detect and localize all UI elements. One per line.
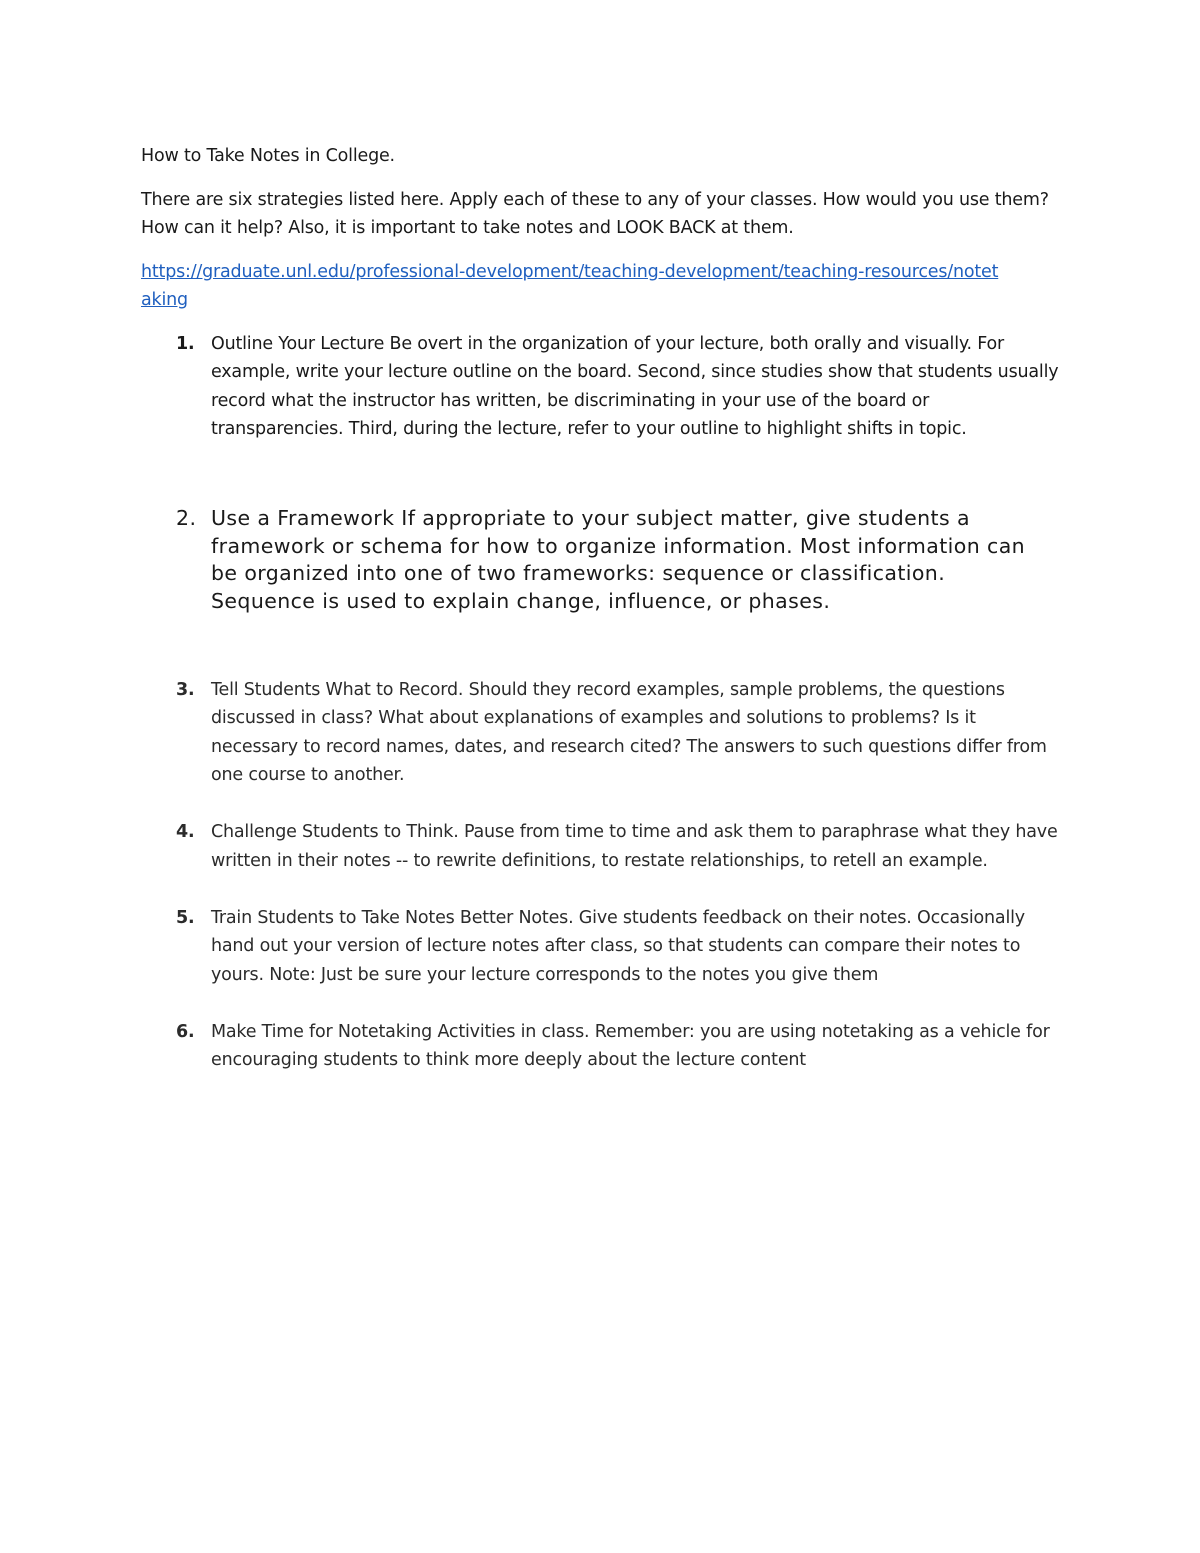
- document-title: How to Take Notes in College.: [141, 146, 395, 166]
- intro-paragraph: There are six strategies listed here. Apply each of these to any of your classes. How would you use them? How can it help? Also, it is important to take notes and LOOK BACK at them.: [141, 190, 1049, 238]
- list-item-text: Train Students to Take Notes Better Notes. Give students feedback on their notes. Occasionally hand out your version of lecture notes after class, so that students can compare their notes to yours. Note: Just be sure your lecture corresponds to the notes you give them: [211, 907, 1025, 985]
- list-item-number: 4.: [176, 822, 195, 843]
- list-item: [141, 818, 1071, 875]
- list-item: [141, 505, 1051, 615]
- document-page: [141, 142, 1071, 1074]
- strategy-list: [141, 330, 1071, 1074]
- resource-link[interactable]: https://graduate.unl.edu/professional-development/teaching-development/teaching-resources/notetaking: [141, 262, 999, 310]
- list-item: [141, 330, 1061, 443]
- list-item-number: 1.: [176, 334, 195, 354]
- list-item-text: Outline Your Lecture Be overt in the organization of your lecture, both orally and visually. For example, write your lecture outline on the board. Second, since studies show that students usually record what the instructor has written, be discriminating in your use of the board or transparencies. Third, during the lecture, refer to your outline to highlight shifts in topic.: [211, 334, 1059, 439]
- list-item-number: 2.: [176, 506, 197, 531]
- list-item-text: Make Time for Notetaking Activities in class. Remember: you are using notetaking as a vehicle for encouraging students to think more deeply about the lecture content: [211, 1021, 1050, 1071]
- list-item-number: 6.: [176, 1021, 195, 1042]
- list-item: [141, 904, 1061, 989]
- list-item-text: Challenge Students to Think. Pause from time to time and ask them to paraphrase what they have written in their notes -- to rewrite definitions, to restate relationships, to retell an example.: [211, 822, 1058, 871]
- list-item-text: Tell Students What to Record. Should they record examples, sample problems, the questions discussed in class? What about explanations of examples and solutions to problems? Is it necessary to record names, dates, and research cited? The answers to such questions differ from one course to another.: [211, 680, 1047, 786]
- list-item: [141, 1018, 1061, 1075]
- list-item-number: 3.: [176, 680, 195, 701]
- list-item: [141, 676, 1061, 789]
- list-item-text: Use a Framework If appropriate to your subject matter, give students a framework or schema for how to organize information. Most information can be organized into one of two frameworks: sequence or classification. Sequence is used to explain change, influence, or phases.: [211, 506, 1026, 613]
- list-item-number: 5.: [176, 907, 195, 928]
